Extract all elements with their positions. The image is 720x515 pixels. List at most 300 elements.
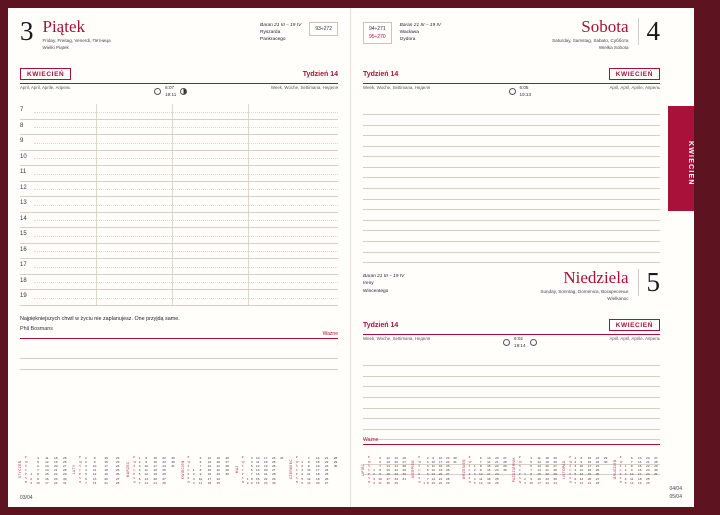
note-line[interactable] (363, 253, 660, 264)
mini-calendar-date: 13 (307, 480, 311, 485)
mini-calendar-date: 6 (426, 472, 429, 477)
mini-calendar-date: 22 (115, 455, 120, 460)
mini-calendar-weekday: P (79, 472, 81, 477)
mini-calendar-weekday: S (418, 476, 421, 481)
mini-calendar-date: 7 (379, 464, 381, 469)
mini-calendar-date: 1 (301, 459, 303, 464)
mini-calendar-date: 1 (473, 464, 476, 469)
mini-calendar-date: 12 (579, 472, 584, 477)
hour-row[interactable] (20, 166, 338, 182)
mini-calendar[interactable] (361, 456, 408, 485)
mini-calendar-date: 9 (530, 476, 532, 481)
mini-calendar-date: 24 (324, 468, 329, 473)
astro-times-2 (520, 85, 532, 98)
mini-calendar-date: 20 (646, 455, 650, 460)
mini-calendar-date: 11 (378, 480, 382, 485)
mini-calendar-date: 7 (630, 459, 633, 464)
mini-calendar-weekday: P (468, 472, 471, 477)
mini-calendar-weekday: C (187, 467, 190, 472)
mini-calendar-date: 5 (37, 459, 39, 464)
mini-calendar-date: 4 (373, 480, 375, 485)
day-holiday-3: Wielkanoc (607, 296, 629, 302)
mini-calendar-date: 19 (104, 472, 108, 477)
mini-calendar-date: 30 (603, 459, 608, 464)
half-hour-line (34, 127, 338, 128)
mini-calendar-date: 29 (333, 459, 338, 464)
day-number: 3 (20, 16, 34, 46)
mini-calendar-date: 4 (192, 480, 195, 485)
mini-calendar-date (400, 481, 408, 485)
mini-calendar-date: 22 (646, 464, 650, 469)
mini-calendar-date: 8 (630, 464, 633, 469)
mini-calendar-weekday: S (518, 476, 521, 481)
note-line[interactable] (363, 419, 660, 430)
mini-calendar-date: 2 (624, 468, 627, 473)
right-bottom-day-header (351, 263, 694, 317)
mini-calendar-weekday: C (468, 467, 471, 472)
note-line[interactable] (363, 221, 660, 232)
mini-calendars-left (18, 456, 340, 485)
mini-calendar-date: 11 (144, 468, 148, 473)
mini-calendar-date: 23 (446, 455, 450, 460)
mini-calendar-weekday: W (619, 459, 623, 464)
mini-calendar-date: 9 (432, 455, 435, 460)
mini-calendar-weekday: W (368, 459, 371, 464)
mini-calendar-weekday: P (79, 455, 81, 460)
right-page (351, 8, 694, 507)
plain-lines-saturday (363, 104, 660, 263)
day-name-2: Sobota (581, 17, 629, 36)
mini-calendar-date: 1 (192, 468, 195, 473)
mini-calendar-date: 23 (216, 472, 221, 477)
note-line[interactable] (363, 356, 660, 367)
mini-calendar-date: 22 (545, 472, 549, 477)
note-line[interactable] (363, 178, 660, 189)
hour-label: 11 (20, 169, 27, 176)
mini-calendar-date: 24 (272, 455, 276, 460)
hour-row[interactable] (20, 151, 338, 167)
half-hour-line (34, 251, 338, 252)
mini-calendar-date: 28 (272, 472, 276, 477)
mini-calendar-weekday: P (518, 472, 521, 477)
note-line[interactable] (363, 189, 660, 200)
mini-calendar-date: 14 (45, 468, 49, 473)
mini-calendar-weekday: C (368, 467, 371, 472)
mini-calendar-weekday: P (241, 472, 244, 477)
mini-calendar-date: 24 (54, 480, 58, 485)
mini-calendar-weekday: S (468, 476, 471, 481)
mini-calendar-date: 20 (54, 464, 58, 469)
astro-block (154, 85, 187, 98)
mini-calendar-date: 20 (438, 472, 443, 477)
mini-calendar-date: 2 (373, 472, 375, 477)
hour-label: 8 (20, 122, 24, 129)
mini-calendar-weekday: W (187, 459, 191, 464)
mini-calendar-date: 30 (553, 476, 557, 481)
mini-calendar-date: 7 (37, 468, 39, 473)
left-week-line (8, 68, 350, 80)
half-hour-line (34, 189, 338, 190)
mini-calendar-date: 18 (104, 468, 108, 473)
mini-calendar-date: 31 (171, 464, 175, 469)
sunrise-time-2: 6:05 (519, 85, 529, 90)
mini-calendar-date: 14 (431, 476, 435, 481)
mini-calendar-date: 4 (250, 459, 253, 464)
mini-calendar-date: 28 (402, 464, 406, 469)
plain-lines-sunday (363, 356, 660, 444)
mini-calendar-date: 30 (654, 468, 658, 473)
mini-calendar-date: 18 (587, 468, 592, 473)
mini-calendar-date: 12 (45, 459, 49, 464)
hour-row[interactable] (20, 213, 338, 229)
week-number: Tydzień 14 (302, 70, 338, 78)
note-line[interactable] (363, 377, 660, 388)
mini-calendar-date: 2 (30, 476, 33, 481)
note-line[interactable] (363, 387, 660, 398)
mini-calendar-date: 18 (264, 459, 268, 464)
week-number-2: Tydzień 14 (363, 70, 399, 78)
mini-calendar-date: 23 (646, 468, 650, 473)
mini-calendar-weekday: N (418, 480, 421, 485)
mini-calendar-weekday: W (133, 459, 137, 464)
right-top-week-line (351, 68, 694, 80)
mini-calendar-date: 26 (446, 468, 450, 473)
mini-calendar-weekday: S (187, 476, 190, 481)
mini-calendar-weekday: W (79, 459, 83, 464)
mini-calendar-date: 11 (579, 468, 583, 473)
mini-calendar-date: 13 (487, 455, 491, 460)
note-line[interactable] (363, 409, 660, 420)
hour-row[interactable] (20, 259, 338, 275)
mini-calendar-date: 6 (138, 476, 141, 481)
hour-label: 9 (20, 138, 24, 145)
mini-calendar-date: 4 (473, 476, 476, 481)
mini-calendar-date: 19 (638, 480, 642, 485)
half-hour-line (34, 236, 338, 237)
note-line[interactable] (363, 157, 660, 168)
mini-calendar-date: 16 (386, 472, 390, 477)
hour-label: 18 (20, 277, 27, 284)
mini-calendar-date: 15 (386, 468, 390, 473)
mini-calendar-date: 4 (426, 464, 429, 469)
mini-calendar[interactable] (72, 456, 123, 485)
day-name-translations-2 (552, 38, 628, 52)
mini-calendar-date: 11 (198, 480, 203, 485)
mini-calendar-date: 2 (426, 455, 429, 460)
astro-times (165, 85, 176, 98)
mini-calendar-date: 10 (256, 455, 260, 460)
mini-calendar-weekday: P (569, 455, 572, 460)
mini-calendar-date: 26 (115, 472, 120, 477)
zodiac-block (260, 22, 301, 44)
mini-calendar-date: 22 (495, 464, 499, 469)
note-line[interactable] (363, 366, 660, 377)
mini-calendar-date: 4 (301, 472, 303, 477)
mini-calendar-weekday: Ś (241, 463, 244, 468)
note-line[interactable] (363, 430, 660, 444)
mini-calendar-date: 11 (307, 472, 311, 477)
mini-calendar-date: 17 (153, 464, 157, 469)
mini-calendar-date: 27 (595, 476, 600, 481)
mini-calendar-weekday: Ś (518, 463, 521, 468)
mini-calendar-date: 28 (503, 459, 507, 464)
mini-calendar-date: 7 (85, 480, 87, 485)
mini-calendar-date: 30 (333, 464, 338, 469)
name-day-2b: Izydora (399, 37, 416, 43)
mini-calendar-date: 7 (199, 464, 202, 469)
mini-calendar-row (619, 481, 660, 485)
mini-calendar-date: 6 (85, 476, 87, 481)
mini-calendar[interactable] (235, 456, 286, 485)
hour-row[interactable] (20, 120, 338, 136)
mini-calendar-date: 16 (45, 476, 49, 481)
day-langs-3-line1: Sunday, Sonntag, Domenica, Воскресенье (540, 289, 629, 295)
mini-calendar-date: 17 (104, 464, 108, 469)
mini-calendar-weekday: P (295, 472, 298, 477)
mini-calendar-date: 14 (487, 459, 491, 464)
name-day-2: Pankracego (260, 37, 286, 43)
mini-calendar-date: 8 (426, 480, 429, 485)
mini-calendar-date: 17 (45, 480, 49, 485)
hour-row[interactable] (20, 290, 338, 306)
mini-calendar-date: 18 (153, 468, 157, 473)
mini-calendar-weekday: N (468, 480, 471, 485)
mini-calendar-date: 30 (272, 480, 276, 485)
mini-calendar-weekday: P (418, 472, 421, 477)
month-translations-3: April, April, Aprile, Апрель (609, 336, 660, 342)
mini-calendar[interactable] (562, 456, 609, 485)
mini-calendar-weekday: S (619, 476, 622, 481)
mini-calendar[interactable] (289, 456, 340, 485)
mini-calendar-date: 27 (115, 476, 120, 481)
mini-calendar-row (241, 481, 286, 485)
hour-row[interactable] (20, 182, 338, 198)
note-line[interactable] (363, 136, 660, 147)
note-line[interactable] (363, 398, 660, 409)
mini-calendar-row (367, 481, 408, 485)
mini-calendar-date: 12 (307, 476, 311, 481)
note-line[interactable] (363, 115, 660, 126)
mini-calendar-date: 15 (45, 472, 49, 477)
mini-calendar-date: 1 (373, 468, 375, 473)
mini-calendar-date: 16 (438, 455, 443, 460)
mini-calendar-weekday: N (25, 480, 28, 485)
mini-calendar-weekday: W (518, 459, 522, 464)
week-translations-2: Week, Woche, Settimana, Неделя (363, 85, 431, 90)
hour-label: 10 (20, 153, 27, 160)
hour-grid (20, 104, 338, 306)
mini-calendar-date: 26 (324, 476, 329, 481)
hour-row[interactable] (20, 135, 338, 151)
mini-calendar-weekday: P (187, 455, 190, 460)
name-day-1: Ryszarda (260, 30, 281, 36)
day-name: Piątek (42, 17, 85, 36)
mini-calendar-date: 25 (216, 480, 221, 485)
sunset-time-2: 19:13 (519, 91, 532, 97)
important-divider-right (363, 437, 660, 454)
mini-calendar[interactable] (462, 456, 509, 485)
mini-calendar-weekday: Ś (368, 463, 370, 468)
mini-calendar-month-label: LISTOPAD (562, 460, 567, 479)
mini-calendar-date: 24 (495, 472, 499, 477)
half-hour-line (34, 267, 338, 268)
mini-calendar-date: 25 (324, 472, 329, 477)
mini-calendar-date: 12 (537, 459, 541, 464)
hour-label: 19 (20, 293, 27, 300)
month-tab[interactable]: KWIECIEŃ (668, 106, 694, 211)
mini-calendar-date: 6 (301, 480, 303, 485)
mini-calendar-month-label: SIERPIEŃ (411, 460, 416, 479)
mini-calendar-row (78, 481, 123, 485)
mini-calendar-date: 28 (162, 480, 166, 485)
mini-calendar-date: 21 (54, 468, 58, 473)
mini-calendar[interactable] (181, 456, 232, 485)
mini-calendar-weekday: P (133, 472, 136, 477)
mini-calendar-date: 19 (54, 459, 58, 464)
mini-calendar-date: 11 (479, 476, 483, 481)
mini-calendar-weekday: P (133, 455, 136, 460)
mini-calendar-date (451, 481, 458, 485)
hour-row[interactable] (20, 104, 338, 120)
mini-calendar-date: 5 (530, 459, 532, 464)
zodiac-block-3 (363, 273, 404, 295)
mini-calendar-date: 14 (315, 455, 320, 460)
mini-calendar-date: 14 (207, 464, 212, 469)
mini-calendar-date: 17 (487, 472, 491, 477)
mini-calendar-date: 11 (630, 476, 634, 481)
note-line[interactable] (363, 126, 660, 137)
mini-calendar-date: 24 (545, 480, 549, 485)
mini-calendar-date: 15 (315, 459, 320, 464)
note-line[interactable] (363, 210, 660, 221)
day-name-translations-3 (540, 289, 628, 303)
mini-calendar-date: 21 (324, 455, 329, 460)
mini-calendar-date: 25 (115, 468, 120, 473)
mini-calendar-date: 19 (545, 459, 549, 464)
note-line[interactable] (363, 104, 660, 115)
mini-calendar-weekday: P (619, 472, 622, 477)
hour-label: 12 (20, 184, 27, 191)
right-bottom-week-line (351, 319, 694, 331)
mini-calendar-date: 2 (301, 464, 303, 469)
mini-calendar[interactable] (18, 456, 69, 485)
mini-calendar-date: 23 (595, 459, 600, 464)
mini-calendar-weekday: P (368, 472, 370, 477)
mini-calendar-date: 27 (62, 464, 67, 469)
mini-calendar-weekday: Ś (295, 463, 298, 468)
left-day-header (8, 8, 350, 66)
mini-calendar-date: 26 (553, 459, 557, 464)
mini-calendar-date: 3 (30, 480, 33, 485)
mini-calendar[interactable] (411, 456, 458, 485)
half-hour-line (34, 112, 338, 113)
mini-calendar-date: 11 (256, 459, 260, 464)
mini-calendar-weekday: Ś (133, 463, 136, 468)
day-holiday: Wielki Piątek (42, 44, 69, 50)
note-line[interactable] (363, 200, 660, 211)
mini-calendar-date: 26 (162, 472, 166, 477)
mini-calendar-date: 10 (144, 464, 148, 469)
mini-calendar-date: 25 (394, 480, 398, 485)
mini-calendar-date: 5 (379, 455, 381, 460)
note-line[interactable] (363, 168, 660, 179)
mini-calendar-date: 27 (503, 455, 507, 460)
mini-calendar-weekday: C (418, 467, 421, 472)
mini-calendar-weekday: P (295, 455, 298, 460)
mini-calendar-date: 11 (537, 455, 541, 460)
mini-calendar-date: 30 (402, 472, 406, 477)
mini-calendar-date: 3 (624, 472, 627, 477)
mini-calendar-date: 9 (630, 468, 633, 473)
hour-label: 13 (20, 200, 27, 207)
mini-calendar-date: 19 (487, 480, 491, 485)
hour-row[interactable] (20, 197, 338, 213)
note-line[interactable] (363, 231, 660, 242)
important-label: Ważne (322, 331, 338, 338)
mini-calendar-date: 11 (431, 464, 435, 469)
zodiac-sign: Baran 21 III – 19 IV (260, 23, 302, 28)
mini-calendar[interactable] (613, 456, 660, 485)
mini-calendar-date: 21 (495, 459, 499, 464)
mini-calendar-weekday: C (518, 467, 522, 472)
sunset-time: 19:11 (165, 91, 177, 97)
mini-calendar-date: 23 (324, 464, 329, 469)
day-number-3: 5 (638, 269, 661, 296)
mini-calendar-date: 25 (62, 455, 67, 460)
half-hour-line (34, 174, 338, 175)
mini-calendar-date: 10 (529, 480, 533, 485)
hour-row[interactable] (20, 275, 338, 291)
mini-calendar-date: 5 (301, 476, 303, 481)
mini-calendar-date: 20 (495, 455, 499, 460)
mini-calendar-date: 19 (153, 472, 157, 477)
mini-calendar-date: 2 (138, 459, 141, 464)
note-line[interactable] (363, 242, 660, 253)
mini-calendar-date: 24 (115, 464, 120, 469)
hour-label: 17 (20, 262, 27, 269)
right-footer-line1: 04/04 (669, 486, 682, 492)
moon-phase-icon (180, 88, 187, 95)
note-line[interactable] (363, 147, 660, 158)
mini-calendar-row (132, 481, 177, 485)
mini-calendar-date: 23 (162, 459, 166, 464)
mini-calendar-date: 18 (386, 480, 390, 485)
mini-calendar-weekday: P (468, 455, 471, 460)
mini-calendar-date: 28 (115, 480, 120, 485)
mini-calendar-date: 16 (153, 459, 157, 464)
mini-calendar-weekday: N (79, 480, 82, 485)
mini-calendar-date: 10 (198, 476, 203, 481)
mini-calendar-date: 4 (574, 468, 577, 473)
day-count-box (309, 22, 338, 36)
mini-calendar[interactable] (126, 456, 177, 485)
mini-calendar-date: 31 (453, 459, 457, 464)
mini-calendar-date: 28 (225, 464, 229, 469)
mini-calendar-date: 28 (446, 476, 450, 481)
mini-calendar[interactable] (512, 456, 559, 485)
astro-block-3 (503, 336, 537, 349)
mini-calendar-date: 26 (62, 459, 67, 464)
hour-row[interactable] (20, 244, 338, 260)
mini-calendar-date: 24 (394, 476, 398, 481)
mini-calendar-date: 17 (386, 476, 390, 481)
mini-calendar-date: 22 (264, 476, 268, 481)
mini-calendar-date: 13 (638, 455, 642, 460)
mini-calendar-date: 18 (545, 455, 549, 460)
header-divider (20, 83, 338, 84)
mini-calendar-weekday: Ś (418, 463, 421, 468)
hour-row[interactable] (20, 228, 338, 244)
